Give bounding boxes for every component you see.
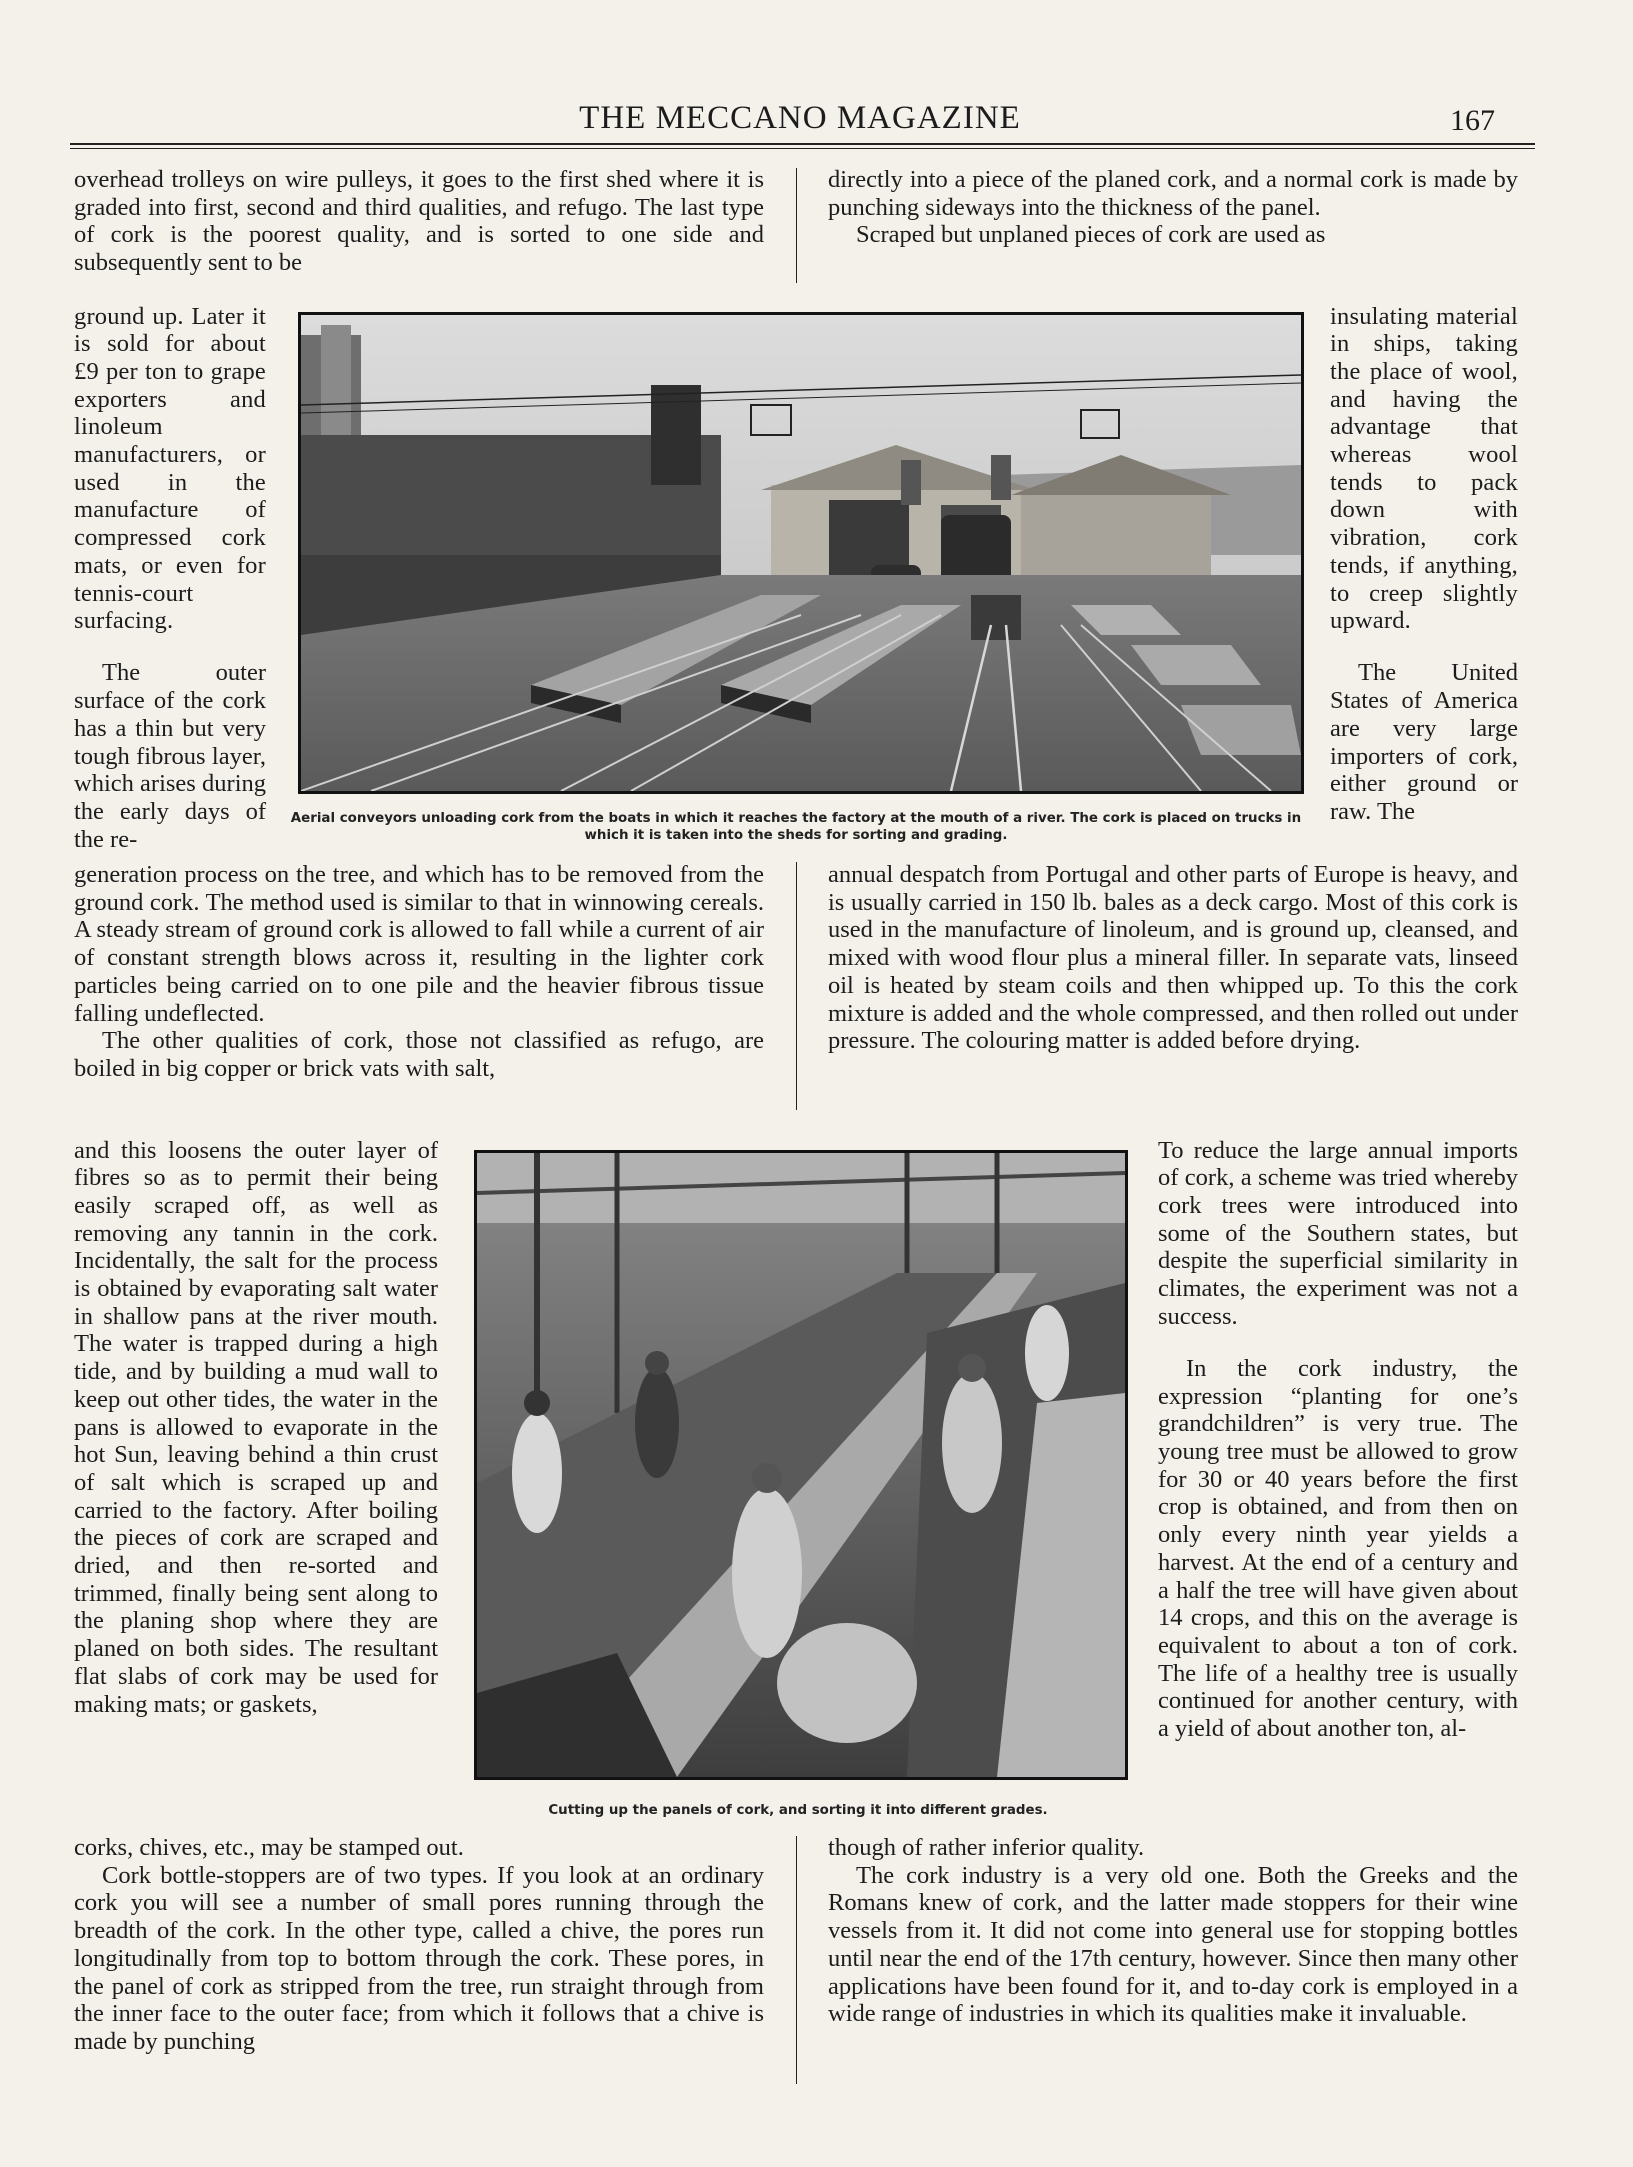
photo-aerial-conveyors (298, 312, 1304, 794)
column-divider (796, 862, 797, 1110)
left-column-bottom: corks, chives, etc., may be stamped out. Cork bottle-stoppers are of two types. If you look at an ordinary cork you will see a number of small pores running through the breadth of the cork. In the other type, called a chive, the pores run longitudinally from top to bottom through the cork. These pores, in the panel of cork as stripped from the tree, run straight through from the inner face to the outer face; from which it follows that a chive is made by punching (74, 1834, 764, 2055)
column-divider (796, 168, 797, 283)
left-column-middle: generation process on the tree, and which has to be removed from the ground cork. The method used is similar to that in winnowing cereals. A steady stream of ground cork is allowed to fall while a current of air of constant strength blows across it, resulting in the lighter cork particles being carried on to one pile and the heavier fibrous tissue falling undeflected. The other qualities of cork, those not classified as refugo, are boiled in big copper or brick vats with salt, (74, 861, 764, 1082)
magazine-title: THE MECCANO MAGAZINE (579, 100, 1021, 136)
right-narrow-text-lower: To reduce the large annual imports of cork, a scheme was tried whereby cork trees were introduced into some of the Southern states, but despite the superficial similarity in climates, the experiment was not a success. In the cork industry, the expression “planting for one’s grandchildren” is very true. The young tree must be allowed to grow for 30 or 40 years before the first crop is obtained, and from then on only every ninth year yields a harvest. At the end of a century and a half the tree will have given about 14 crops, and this on the average is equivalent to about a ton of cork. The life of a healthy tree is usually continued for another century, with a yield of about another ton, al- (1158, 1136, 1518, 1743)
right-column-middle: annual despatch from Portugal and other parts of Europe is heavy, and is usually carried in 150 lb. bales as a deck cargo. Most of this cork is used in the manufacture of linoleum, and is ground up, cleansed, and mixed with wood flour plus a mineral filler. In separate vats, linseed oil is heated by steam coils and then whipped up. To this the cork mixture is added and the whole compressed, and then rolled out under pressure. The colouring matter is added before drying. (828, 861, 1518, 1055)
page-number: 167 (1450, 104, 1495, 137)
right-narrow-text: insulating material in ships, taking the place of wool, and having the advantage that whereas wool tends to pack down with vibration, cork tends, if anything, to creep slightly upward. The United States of America are very large importers of cork, either ground or raw. The (1330, 302, 1518, 825)
left-narrow-text: ground up. Later it is sold for about £9 per ton to grape exporters and linoleum manufacturers, or used in the manufacture of compressed cork mats, or even for tennis-court surfacing. The outer surface of the cork has a thin but very tough fibrous layer, which arises during the early days of the re- (74, 302, 266, 853)
photo-caption: Aerial conveyors unloading cork from the boats in which it reaches the factory at the mouth of a river. The cork is placed on trucks in which it is taken into the sheds for sorting and grading. (290, 811, 1302, 843)
right-column-top: directly into a piece of the planed cork, and a normal cork is made by punching sideways into the thickness of the panel. Scraped but unplaned pieces of cork are used as (828, 166, 1518, 249)
photo-caption: Cutting up the panels of cork, and sorting it into different grades. (548, 1803, 1048, 1818)
column-divider (796, 1836, 797, 2084)
header-rule-thin (70, 148, 1535, 149)
right-column-bottom: though of rather inferior quality. The cork industry is a very old one. Both the Greeks and the Romans knew of cork, and the latter made stoppers for their wine vessels from it. It did not come into general use for stopping bottles until near the end of the 17th century, however. Since then many other applications have been found for it, and to-day cork is employed in a wide range of industries in which its qualities make it invaluable. (828, 1834, 1518, 2028)
left-narrow-text-lower: and this loosens the outer layer of fibres so as to permit their being easily scraped off, as well as removing any tannin in the cork. Incidentally, the salt for the process is obtained by evaporating salt water in shallow pans at the river mouth. The water is trapped during a high tide, and by building a mud wall to keep out other tides, the water in the pans is allowed to evaporate in the hot Sun, leaving behind a thin crust of salt which is scraped up and carried to the factory. After boiling the pieces of cork are scraped and dried, and then re-sorted and trimmed, finally being sent along to the planing shop where they are planed on both sides. The resultant flat slabs of cork may be used for making mats; or gaskets, (74, 1136, 438, 1718)
left-column-top: overhead trolleys on wire pulleys, it goes to the first shed where it is graded into first, second and third qualities, and refugo. The last type of cork is the poorest quality, and is sorted to one side and subsequently sent to be (74, 166, 764, 277)
header-rule (70, 143, 1535, 145)
photo-cutting-panels (474, 1150, 1128, 1780)
